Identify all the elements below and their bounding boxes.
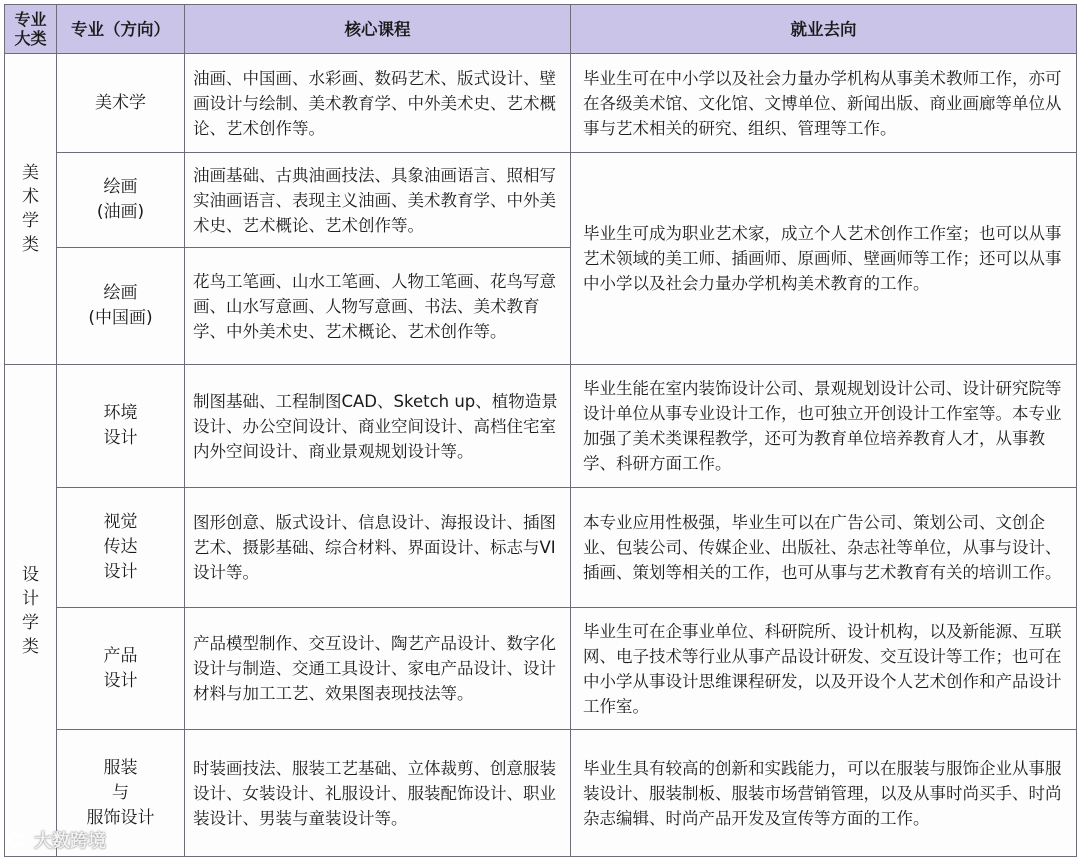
major-cell: 绘画 (中国画) bbox=[57, 248, 185, 365]
major-cell: 美术学 bbox=[57, 54, 185, 153]
courses-cell: 时装画技法、服装工艺基础、立体裁剪、创意服装设计、女装设计、礼服设计、服装配饰设计、职业装设计、男装与童装设计等。 bbox=[185, 730, 571, 857]
major-cell: 产品 设计 bbox=[57, 608, 185, 730]
courses-cell: 制图基础、工程制图CAD、Sketch up、植物造景设计、办公空间设计、商业空间设计、高档住宅室内外空间设计、商业景观规划设计等。 bbox=[185, 365, 571, 488]
table-header-row bbox=[5, 5, 1077, 54]
career-cell: 毕业生可在企事业单位、科研院所、设计机构，以及新能源、互联网、电子技术等行业从事产品设计研发、交互设计等工作；也可在中小学从事设计思维课程研发，以及开设个人艺术创作和产品设计工作室。 bbox=[571, 608, 1077, 730]
header-courses: 核心课程 bbox=[185, 5, 571, 54]
career-cell: 毕业生可在中小学以及社会力量办学机构从事美术教师工作，亦可在各级美术馆、文化馆、文博单位、新闻出版、商业画廊等单位从事与艺术相关的研究、组织、管理等工作。 bbox=[571, 54, 1077, 153]
courses-cell: 图形创意、版式设计、信息设计、海报设计、插图艺术、摄影基础、综合材料、界面设计、标志与VI设计等。 bbox=[185, 488, 571, 608]
courses-cell: 油画、中国画、水彩画、数码艺术、版式设计、壁画设计与绘制、美术教育学、中外美术史、艺术概论、艺术创作等。 bbox=[185, 54, 571, 153]
career-cell: 毕业生能在室内装饰设计公司、景观规划设计公司、设计研究院等设计单位从事专业设计工作，也可独立开创设计工作室等。本专业加强了美术类课程教学，还可为教育单位培养教育人才，从事教学、科研方面工作。 bbox=[571, 365, 1077, 488]
courses-cell: 产品模型制作、交互设计、陶艺产品设计、数字化设计与制造、交通工具设计、家电产品设计、设计材料与加工工艺、效果图表现技法等。 bbox=[185, 608, 571, 730]
header-category: 专业大类 bbox=[5, 5, 57, 54]
table-row bbox=[5, 730, 1077, 857]
career-cell: 毕业生具有较高的创新和实践能力，可以在服装与服饰企业从事服装设计、服装制板、服装市场营销管理，以及从事时尚买手、时尚杂志编辑、时尚产品开发及宣传等方面的工作。 bbox=[571, 730, 1077, 857]
table-row bbox=[5, 153, 1077, 248]
career-cell: 本专业应用性极强，毕业生可以在广告公司、策划公司、文创企业、包装公司、传媒企业、出版社、杂志社等单位，从事与设计、插画、策划等相关的工作，也可从事与艺术教育有关的培训工作。 bbox=[571, 488, 1077, 608]
courses-cell: 花鸟工笔画、山水工笔画、人物工笔画、花鸟写意画、山水写意画、人物写意画、书法、美术教育学、中外美术史、艺术概论、艺术创作等。 bbox=[185, 248, 571, 365]
major-cell: 环境 设计 bbox=[57, 365, 185, 488]
watermark-logo-icon bbox=[8, 831, 30, 849]
header-major: 专业（方向） bbox=[57, 5, 185, 54]
career-cell: 毕业生可成为职业艺术家，成立个人艺术创作工作室；也可以从事艺术领域的美工师、插画师、原画师、壁画师等工作；还可以从事中小学以及社会力量办学机构美术教育的工作。 bbox=[571, 153, 1077, 365]
header-careers: 就业去向 bbox=[571, 5, 1077, 54]
watermark-text: 大数跨境 bbox=[34, 831, 106, 852]
category-cell-fine-arts: 美术学类 bbox=[5, 54, 57, 365]
table-row bbox=[5, 488, 1077, 608]
major-cell: 视觉 传达 设计 bbox=[57, 488, 185, 608]
major-cell: 服装 与 服饰设计 bbox=[57, 730, 185, 857]
watermark bbox=[8, 827, 106, 853]
table-row bbox=[5, 608, 1077, 730]
table-row bbox=[5, 54, 1077, 153]
courses-cell: 油画基础、古典油画技法、具象油画语言、照相写实油画语言、表现主义油画、美术教育学、中外美术史、艺术概论、艺术创作等。 bbox=[185, 153, 571, 248]
category-cell-design: 设计学类 bbox=[5, 365, 57, 857]
table-row bbox=[5, 365, 1077, 488]
majors-table bbox=[4, 4, 1077, 857]
major-cell: 绘画 (油画) bbox=[57, 153, 185, 248]
